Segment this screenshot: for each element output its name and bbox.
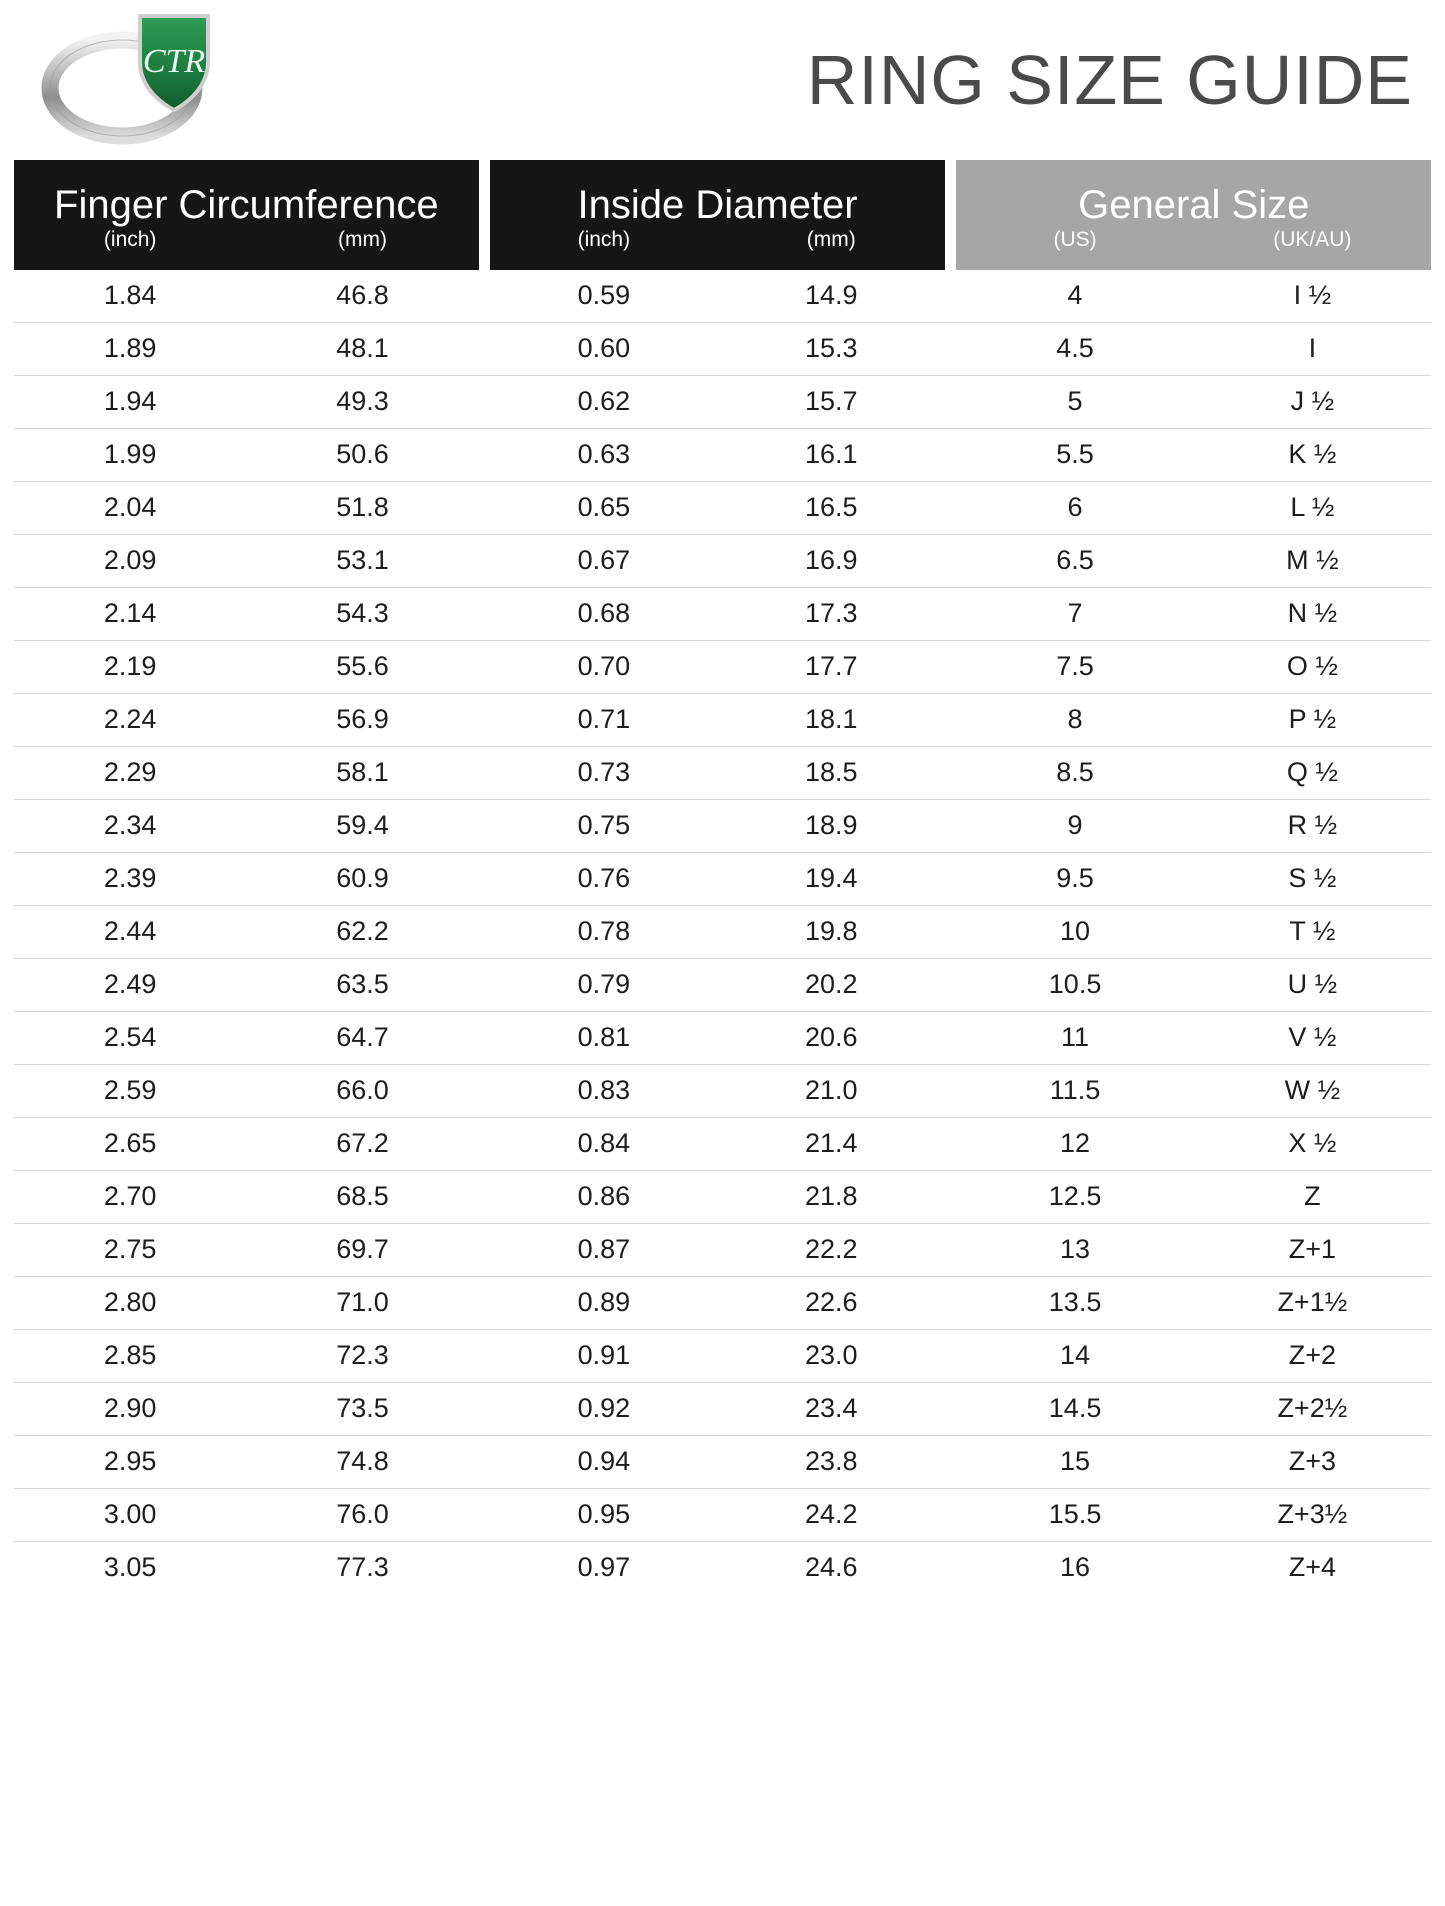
group-header-row [14,160,1431,227]
cell-size-uk-au: I ½ [1194,270,1431,323]
cell-dia-inch: 0.79 [490,959,717,1012]
cell-size-uk-au: Z+3½ [1194,1489,1431,1542]
table-row [14,1436,1431,1489]
table-row [14,800,1431,853]
cell-size-us: 9 [956,800,1193,853]
cell-dia-mm: 18.9 [718,800,945,853]
cell-circ-inch: 2.14 [14,588,246,641]
column-separator [945,641,956,694]
cell-dia-mm: 19.8 [718,906,945,959]
cell-size-uk-au: M ½ [1194,535,1431,588]
column-separator [945,1277,956,1330]
table-row [14,376,1431,429]
cell-size-uk-au: I [1194,323,1431,376]
column-separator [479,1542,490,1595]
column-separator [479,1383,490,1436]
cell-size-uk-au: W ½ [1194,1065,1431,1118]
cell-size-uk-au: Z [1194,1171,1431,1224]
cell-dia-mm: 24.2 [718,1489,945,1542]
table-row [14,641,1431,694]
table-row [14,535,1431,588]
column-separator [945,1171,956,1224]
cell-dia-inch: 0.60 [490,323,717,376]
cell-circ-inch: 2.65 [14,1118,246,1171]
cell-dia-inch: 0.86 [490,1171,717,1224]
group-header-inside-diameter: Inside Diameter [490,160,945,227]
column-separator [945,323,956,376]
cell-dia-mm: 19.4 [718,853,945,906]
cell-circ-mm: 54.3 [246,588,478,641]
column-separator [945,535,956,588]
cell-dia-mm: 22.2 [718,1224,945,1277]
cell-dia-inch: 0.75 [490,800,717,853]
cell-circ-inch: 3.00 [14,1489,246,1542]
column-separator [479,1330,490,1383]
column-separator [479,1012,490,1065]
unit-header-row [14,227,1431,270]
cell-dia-inch: 0.73 [490,747,717,800]
cell-circ-inch: 1.99 [14,429,246,482]
cell-circ-inch: 2.44 [14,906,246,959]
cell-dia-inch: 0.84 [490,1118,717,1171]
cell-circ-inch: 2.54 [14,1012,246,1065]
column-separator [945,1436,956,1489]
cell-dia-inch: 0.92 [490,1383,717,1436]
cell-size-uk-au: S ½ [1194,853,1431,906]
cell-dia-inch: 0.91 [490,1330,717,1383]
cell-circ-inch: 2.85 [14,1330,246,1383]
cell-size-uk-au: Q ½ [1194,747,1431,800]
cell-dia-inch: 0.97 [490,1542,717,1595]
column-separator [479,906,490,959]
column-separator [479,376,490,429]
cell-circ-mm: 67.2 [246,1118,478,1171]
cell-circ-inch: 2.75 [14,1224,246,1277]
unit-diameter-inch: (inch) [490,227,717,270]
cell-dia-inch: 0.94 [490,1436,717,1489]
cell-circ-mm: 49.3 [246,376,478,429]
cell-dia-mm: 14.9 [718,270,945,323]
cell-size-us: 16 [956,1542,1193,1595]
cell-size-us: 5.5 [956,429,1193,482]
cell-size-uk-au: U ½ [1194,959,1431,1012]
cell-size-uk-au: X ½ [1194,1118,1431,1171]
cell-dia-mm: 20.2 [718,959,945,1012]
cell-dia-inch: 0.89 [490,1277,717,1330]
column-separator [945,270,956,323]
column-separator [479,270,490,323]
table-row [14,1224,1431,1277]
cell-size-us: 15.5 [956,1489,1193,1542]
cell-size-us: 8 [956,694,1193,747]
cell-circ-inch: 2.39 [14,853,246,906]
cell-size-uk-au: Z+3 [1194,1436,1431,1489]
cell-dia-mm: 23.4 [718,1383,945,1436]
table-row [14,906,1431,959]
cell-dia-mm: 24.6 [718,1542,945,1595]
cell-size-uk-au: R ½ [1194,800,1431,853]
column-separator [945,429,956,482]
table-row [14,1118,1431,1171]
column-separator [479,1171,490,1224]
cell-dia-mm: 16.9 [718,535,945,588]
table-body [14,270,1431,1594]
column-separator [945,906,956,959]
column-separator [479,1436,490,1489]
table-row [14,1171,1431,1224]
cell-circ-mm: 53.1 [246,535,478,588]
cell-size-us: 10.5 [956,959,1193,1012]
cell-circ-mm: 69.7 [246,1224,478,1277]
cell-size-us: 13 [956,1224,1193,1277]
cell-circ-mm: 58.1 [246,747,478,800]
cell-size-us: 11.5 [956,1065,1193,1118]
column-separator [945,482,956,535]
column-separator [479,853,490,906]
table-row [14,959,1431,1012]
column-separator [479,429,490,482]
table-row [14,747,1431,800]
table-row [14,1065,1431,1118]
cell-dia-mm: 23.0 [718,1330,945,1383]
cell-dia-inch: 0.81 [490,1012,717,1065]
unit-circumference-mm: (mm) [246,227,478,270]
column-separator [479,160,490,227]
cell-circ-inch: 2.29 [14,747,246,800]
cell-circ-inch: 1.94 [14,376,246,429]
cell-size-us: 4.5 [956,323,1193,376]
cell-dia-inch: 0.67 [490,535,717,588]
column-separator [479,482,490,535]
group-header-general-size: General Size [956,160,1431,227]
column-separator [945,853,956,906]
unit-circumference-inch: (inch) [14,227,246,270]
column-separator [945,747,956,800]
svg-text:CTR: CTR [142,43,206,80]
cell-size-us: 11 [956,1012,1193,1065]
column-separator [479,641,490,694]
cell-circ-inch: 2.34 [14,800,246,853]
cell-dia-mm: 21.8 [718,1171,945,1224]
table-row [14,1277,1431,1330]
cell-circ-mm: 62.2 [246,906,478,959]
column-separator [945,160,956,227]
cell-circ-mm: 68.5 [246,1171,478,1224]
cell-size-us: 9.5 [956,853,1193,906]
column-separator [479,227,490,270]
cell-dia-inch: 0.68 [490,588,717,641]
cell-circ-mm: 51.8 [246,482,478,535]
ring-size-table [14,160,1431,1594]
cell-size-us: 10 [956,906,1193,959]
cell-circ-mm: 56.9 [246,694,478,747]
cell-size-uk-au: O ½ [1194,641,1431,694]
column-separator [945,959,956,1012]
cell-dia-mm: 21.0 [718,1065,945,1118]
cell-size-uk-au: Z+2 [1194,1330,1431,1383]
cell-dia-inch: 0.78 [490,906,717,959]
cell-size-uk-au: J ½ [1194,376,1431,429]
cell-size-us: 7 [956,588,1193,641]
column-separator [479,694,490,747]
cell-dia-inch: 0.83 [490,1065,717,1118]
cell-circ-mm: 46.8 [246,270,478,323]
cell-dia-mm: 16.1 [718,429,945,482]
cell-dia-mm: 15.7 [718,376,945,429]
column-separator [479,1489,490,1542]
column-separator [945,1489,956,1542]
cell-circ-inch: 1.84 [14,270,246,323]
cell-dia-inch: 0.71 [490,694,717,747]
cell-circ-mm: 76.0 [246,1489,478,1542]
table-row [14,270,1431,323]
cell-dia-inch: 0.70 [490,641,717,694]
cell-size-us: 12 [956,1118,1193,1171]
cell-circ-mm: 64.7 [246,1012,478,1065]
cell-circ-mm: 72.3 [246,1330,478,1383]
column-separator [479,747,490,800]
column-separator [479,535,490,588]
cell-size-uk-au: N ½ [1194,588,1431,641]
cell-size-us: 7.5 [956,641,1193,694]
cell-size-us: 6 [956,482,1193,535]
cell-size-uk-au: V ½ [1194,1012,1431,1065]
cell-circ-inch: 2.04 [14,482,246,535]
cell-dia-mm: 20.6 [718,1012,945,1065]
cell-circ-mm: 60.9 [246,853,478,906]
column-separator [479,1118,490,1171]
column-separator [945,694,956,747]
group-header-circumference: Finger Circumference [14,160,479,227]
cell-size-us: 14.5 [956,1383,1193,1436]
size-table-wrap [0,160,1445,1594]
table-row [14,323,1431,376]
cell-size-us: 13.5 [956,1277,1193,1330]
column-separator [479,1277,490,1330]
cell-size-us: 4 [956,270,1193,323]
cell-dia-mm: 18.1 [718,694,945,747]
page-header [0,0,1445,160]
unit-size-uk-au: (UK/AU) [1194,227,1431,270]
cell-circ-mm: 77.3 [246,1542,478,1595]
cell-size-uk-au: P ½ [1194,694,1431,747]
column-separator [945,1383,956,1436]
cell-size-us: 5 [956,376,1193,429]
column-separator [945,1542,956,1595]
cell-circ-inch: 2.19 [14,641,246,694]
cell-circ-inch: 2.49 [14,959,246,1012]
cell-size-uk-au: Z+4 [1194,1542,1431,1595]
table-row [14,1542,1431,1595]
column-separator [479,800,490,853]
cell-dia-mm: 17.3 [718,588,945,641]
cell-dia-inch: 0.62 [490,376,717,429]
cell-circ-inch: 1.89 [14,323,246,376]
cell-dia-mm: 17.7 [718,641,945,694]
cell-size-uk-au: Z+1 [1194,1224,1431,1277]
table-row [14,1489,1431,1542]
table-row [14,1383,1431,1436]
cell-circ-inch: 3.05 [14,1542,246,1595]
cell-dia-mm: 23.8 [718,1436,945,1489]
table-header [14,160,1431,270]
column-separator [479,1224,490,1277]
column-separator [479,959,490,1012]
cell-dia-mm: 18.5 [718,747,945,800]
cell-circ-inch: 2.09 [14,535,246,588]
cell-size-us: 6.5 [956,535,1193,588]
cell-circ-mm: 59.4 [246,800,478,853]
cell-circ-inch: 2.90 [14,1383,246,1436]
table-row [14,853,1431,906]
cell-size-us: 12.5 [956,1171,1193,1224]
column-separator [945,1118,956,1171]
column-separator [945,1224,956,1277]
cell-size-uk-au: T ½ [1194,906,1431,959]
table-row [14,429,1431,482]
cell-size-us: 14 [956,1330,1193,1383]
cell-circ-mm: 48.1 [246,323,478,376]
cell-dia-mm: 21.4 [718,1118,945,1171]
cell-dia-inch: 0.63 [490,429,717,482]
cell-circ-inch: 2.24 [14,694,246,747]
table-row [14,1330,1431,1383]
column-separator [945,1330,956,1383]
column-separator [945,800,956,853]
cell-circ-inch: 2.70 [14,1171,246,1224]
cell-circ-inch: 2.95 [14,1436,246,1489]
unit-diameter-mm: (mm) [718,227,945,270]
cell-circ-inch: 2.59 [14,1065,246,1118]
cell-circ-mm: 55.6 [246,641,478,694]
cell-circ-mm: 66.0 [246,1065,478,1118]
cell-size-uk-au: Z+2½ [1194,1383,1431,1436]
cell-dia-inch: 0.87 [490,1224,717,1277]
column-separator [945,376,956,429]
cell-size-uk-au: K ½ [1194,429,1431,482]
cell-circ-mm: 74.8 [246,1436,478,1489]
cell-dia-mm: 22.6 [718,1277,945,1330]
cell-size-us: 15 [956,1436,1193,1489]
page-title: RING SIZE GUIDE [806,41,1413,119]
cell-size-us: 8.5 [956,747,1193,800]
cell-dia-mm: 16.5 [718,482,945,535]
table-row [14,694,1431,747]
column-separator [479,1065,490,1118]
cell-circ-mm: 71.0 [246,1277,478,1330]
table-row [14,482,1431,535]
cell-circ-mm: 50.6 [246,429,478,482]
cell-dia-mm: 15.3 [718,323,945,376]
cell-circ-mm: 63.5 [246,959,478,1012]
column-separator [479,588,490,641]
table-row [14,588,1431,641]
column-separator [479,323,490,376]
ctr-ring-logo [30,10,245,150]
column-separator [945,588,956,641]
unit-size-us: (US) [956,227,1193,270]
cell-circ-mm: 73.5 [246,1383,478,1436]
column-separator [945,1065,956,1118]
table-row [14,1012,1431,1065]
cell-dia-inch: 0.95 [490,1489,717,1542]
cell-size-uk-au: Z+1½ [1194,1277,1431,1330]
column-separator [945,1012,956,1065]
column-separator [945,227,956,270]
cell-dia-inch: 0.59 [490,270,717,323]
cell-size-uk-au: L ½ [1194,482,1431,535]
cell-circ-inch: 2.80 [14,1277,246,1330]
cell-dia-inch: 0.76 [490,853,717,906]
cell-dia-inch: 0.65 [490,482,717,535]
